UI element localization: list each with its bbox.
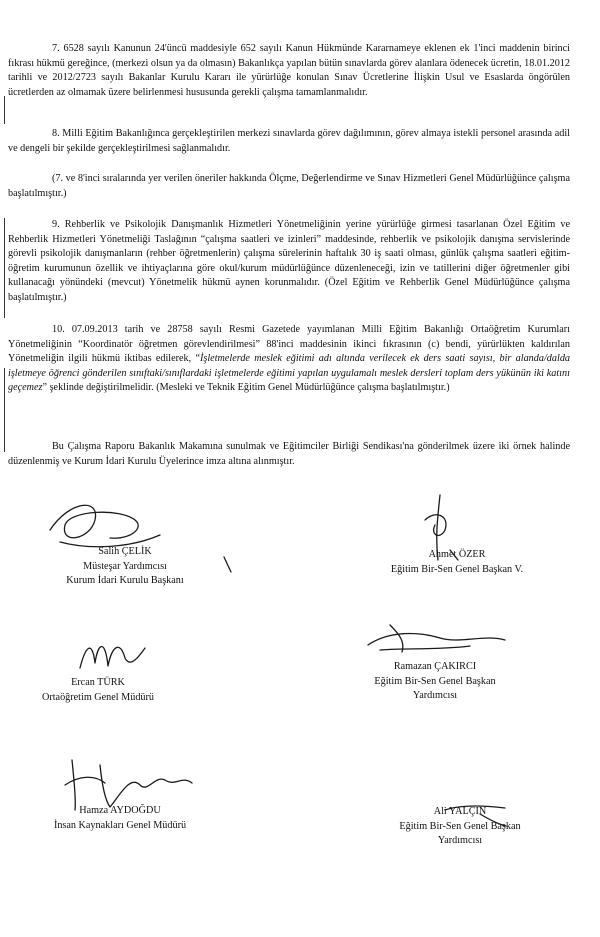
signatory-ahmet-ozer xyxy=(382,548,532,577)
signatory-title: Eğitim Bir-Sen Genel Başkan xyxy=(399,820,521,832)
signatory-title: Eğitim Bir-Sen Genel Başkan V. xyxy=(390,563,524,575)
signature-ramazan-cakirci xyxy=(360,620,510,660)
paragraph-10 xyxy=(8,323,570,396)
paragraph-8-text: 8. Milli Eğitim Bakanlığınca gerçekleştirilen merkezi sınavlarda görev dağılımının, görev almaya istekli personel arasında adil ve dengeli bir şekilde gerçekleştirilmesi sağlanmalıdır. xyxy=(8,128,570,154)
signatory-title: Ortaöğretim Genel Müdürü xyxy=(41,691,155,703)
signatory-name: Ercan TÜRK xyxy=(71,677,125,688)
closing-paragraph xyxy=(8,440,570,469)
paragraph-10-after: ” şeklinde değiştirilmelidir. (Mesleki ve Teknik Eğitim Genel Müdürlüğünce çalışma başlatılmıştır.) xyxy=(42,382,450,394)
signatory-name: Ali YALÇIN xyxy=(433,806,487,817)
signatory-name: Ramazan ÇAKIRCI xyxy=(393,661,477,672)
signatory-name: Ahmet ÖZER xyxy=(428,549,486,560)
paragraph-8 xyxy=(8,127,570,156)
pen-mark xyxy=(222,555,234,575)
signature-ercan-turk xyxy=(70,628,150,678)
signatory-name: Hamza AYDOĞDU xyxy=(79,805,161,816)
signatory-title: Eğitim Bir-Sen Genel Başkan xyxy=(374,675,496,687)
paragraph-7 xyxy=(8,42,570,100)
paragraph-10-text xyxy=(8,323,570,396)
scan-edge-mark xyxy=(4,368,5,452)
signatory-ali-yalcin xyxy=(380,805,540,849)
signatory-ramazan-cakirci xyxy=(355,660,515,704)
signatory-title: İnsan Kaynakları Genel Müdürü xyxy=(53,819,187,831)
closing-text: Bu Çalışma Raporu Bakanlık Makamına sunulmak ve Eğitimciler Birliği Sendikası'na gönderilmek üzere iki örnek halinde düzenlenmiş ve Kurum İdari Kurulu Üyelerince imza altına alınmıştır. xyxy=(8,441,570,467)
signatory-title: Kurum İdari Kurulu Başkanı xyxy=(66,575,184,587)
paragraph-9 xyxy=(8,218,570,306)
signatory-hamza-aydogdu xyxy=(40,804,200,833)
scan-edge-mark xyxy=(4,96,5,124)
scan-edge-mark xyxy=(4,218,5,318)
paragraph-7-text: 7. 6528 sayılı Kanunun 24'üncü maddesiyle 652 sayılı Kanun Hükmünde Kararnameye eklenen ek 1'inci maddenin birinci fıkrası hükmü gereğince, (merkezi olsun ya da olmasın) Bakanlıkça yapılan bütün sınavlarda görev alanlara ödenecek ücretin, 18.01.2012 tarihli ve 2012/2723 sayılı Bakanlar Kurulu Kararı ile yürürlüğe konulan Sınav Ücretlerine İlişkin Usul ve Esaslarda öngörülen ücretlerden az olmamak üzere belirlenmesi hususunda gerekli çalışma tamamlanmalıdır. xyxy=(8,43,570,98)
paragraph-7-8-note xyxy=(8,172,570,201)
paragraph-7-8-note-text: (7. ve 8'inci sıralarında yer verilen öneriler hakkında Ölçme, Değerlendirme ve Sınav Hizmetleri Genel Müdürlüğünce çalışma başlatılmıştır.) xyxy=(8,173,570,199)
paragraph-9-text: 9. Rehberlik ve Psikolojik Danışmanlık Hizmetleri Yönetmeliğinin yerine yürürlüğe girmesi tasarlanan Özel Eğitim ve Rehberlik Hizmetleri Yönetmeliği Taslağının “çalışma saatleri ve izinleri” maddesinde, rehberlik ve psikolojik danışma servislerinde görevli psikolojik danışmanların (rehber öğretmenlerin) çalışma sürelerinin haftalık 30 iş saati olması, günlük çalışma saatleri eğitim-öğretim kurumunun özellik ve ihtiyaçlarına göre okul/kurum müdürlüğünce düzenleneceği, izin ve tatillerini diğer öğretmenler gibi kullanacağı yönündeki (mevcut) Yönetmelik hükmü aynen korunmalıdır. (Özel Eğitim ve Rehberlik Genel Müdürlüğünce çalışma başlatılmıştır.) xyxy=(8,219,570,303)
signatory-name: Salih ÇELİK xyxy=(98,546,152,557)
signatory-title: Yardımcısı xyxy=(437,835,483,847)
signatory-title: Yardımcısı xyxy=(412,690,458,702)
signatory-salih-celik xyxy=(60,545,190,589)
signatory-ercan-turk xyxy=(28,676,168,705)
paragraph-10-before: 10. 07.09.2013 tarih ve 28758 sayılı Resmi Gazetede yayımlanan Milli Eğitim Bakanlığı Ortaöğretim Kurumları Yönetmeliğinin “Koordinatör öğretmen görevlendirilmesi” 88'inci maddesinin ikinci fıkrasının (c) bendi, yürürlükten kaldırılan Yönetmeliğin ilgili hükmü iktibas edilerek, “ xyxy=(8,324,570,365)
paragraph-10-quote: İşletmelerde meslek eğitimi adı altında verilecek ek ders saati sayısı, bir alanda/dalda işletmeye öğrenci gönderilen sınıftaki/sınıflardaki işletmelerde eğitimi yapılan uygulamalı meslek dersleri toplam ders yükünün iki katını geçemez xyxy=(8,353,571,394)
signatory-title: Müsteşar Yardımcısı xyxy=(83,560,167,572)
